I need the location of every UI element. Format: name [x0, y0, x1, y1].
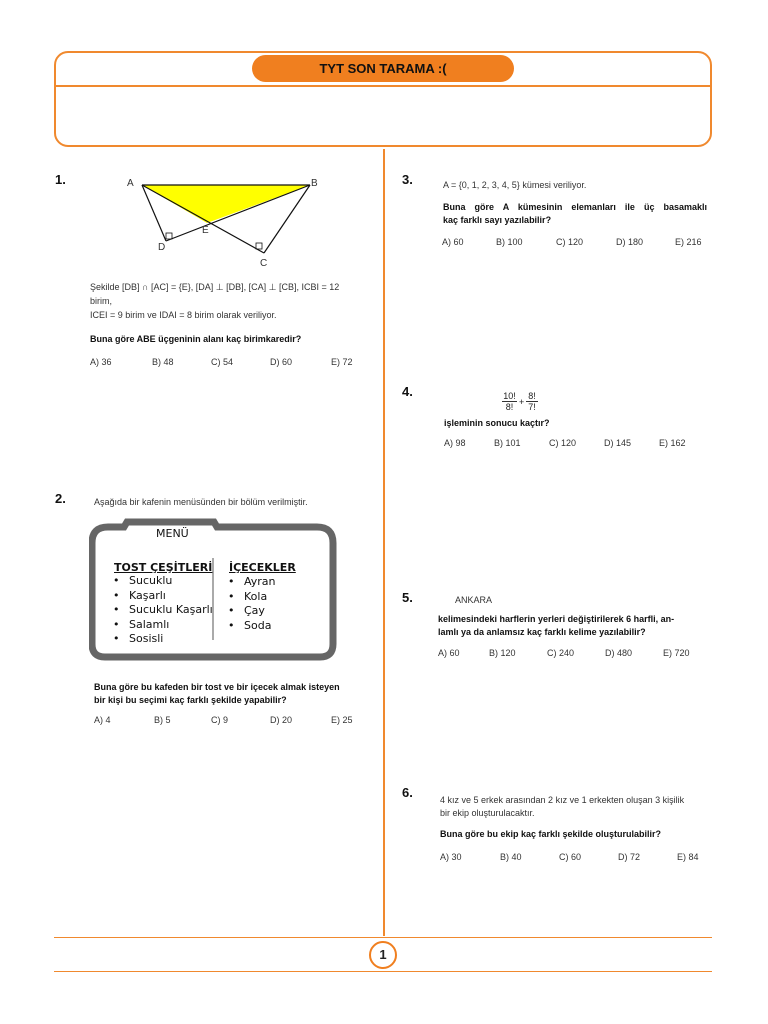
menu-item: • Sucuklu Kaşarlı: [113, 603, 213, 618]
question-3-number: 3.: [402, 172, 413, 187]
menu-col2-list: [228, 575, 276, 633]
footer-line-bottom: [54, 971, 712, 972]
q6-text-line1: 4 kız ve 5 erkek arasından 2 kız ve 1 erkekten oluşan 3 kişilik: [440, 795, 685, 805]
q1-text-line3: ICEI = 9 birim ve IDAI = 8 birim olarak veriliyor.: [90, 310, 277, 320]
q4-frac1-denominator: 8!: [502, 401, 517, 412]
q1-option-b: B) 48: [152, 357, 174, 367]
menu-item: • Salamlı: [113, 618, 213, 633]
q1-option-d: D) 60: [270, 357, 293, 367]
q6-option-a: A) 30: [440, 852, 462, 862]
question-6-number: 6.: [402, 785, 413, 800]
q5-option-c: C) 240: [547, 648, 575, 658]
q4-fraction-1: [502, 391, 517, 412]
q1-option-a: A) 36: [90, 357, 112, 367]
question-5-number: 5.: [402, 590, 413, 605]
right-angle-d: [166, 233, 172, 239]
q4-frac1-numerator: 10!: [503, 391, 516, 401]
q2-question-line1: Buna göre bu kafeden bir tost ve bir içecek almak isteyen: [94, 682, 340, 692]
q1-text-line2: birim,: [90, 296, 112, 306]
q3-question-line1: Buna göre A kümesinin elemanları ile üç basamaklı: [443, 202, 707, 212]
q5-question-line2: lamlı ya da anlamsız kaç farklı kelime yazılabilir?: [438, 627, 646, 637]
q2-option-d: D) 20: [270, 715, 293, 725]
footer-line-top: [54, 937, 712, 938]
vertex-label-a: A: [127, 178, 134, 189]
header-divider: [54, 85, 712, 87]
q3-option-b: B) 100: [496, 237, 523, 247]
question-2-number: 2.: [55, 491, 66, 506]
q1-text-line1: Şekilde [DB] ∩ [AC] = {E}, [DA] ⊥ [DB], [CA] ⊥ [CB], ICBI = 12: [90, 282, 340, 292]
q4-frac2-numerator: 8!: [528, 391, 536, 401]
q1-question: Buna göre ABE üçgeninin alanı kaç birimkaredir?: [90, 334, 302, 344]
menu-title: MENÜ: [156, 527, 189, 540]
right-angle-c: [256, 243, 262, 249]
menu-item: • Kaşarlı: [113, 589, 213, 604]
q5-option-a: A) 60: [438, 648, 460, 658]
menu-col1-list: [113, 574, 213, 647]
vertex-label-d: D: [158, 242, 166, 253]
q3-option-d: D) 180: [616, 237, 644, 247]
page-number: 1: [369, 941, 397, 969]
q2-option-e: E) 25: [331, 715, 353, 725]
menu-item: • Çay: [228, 604, 276, 619]
vertex-label-e: E: [202, 225, 209, 236]
page-title: TYT SON TARAMA :(: [252, 55, 514, 82]
q6-text-line2: bir ekip oluşturulacaktır.: [440, 808, 535, 818]
q4-option-b: B) 101: [494, 438, 521, 448]
q3-option-c: C) 120: [556, 237, 584, 247]
q5-option-e: E) 720: [663, 648, 690, 658]
q5-question-line1: kelimesindeki harflerin yerleri değiştirilerek 6 harfli, an-: [438, 614, 675, 624]
q3-option-a: A) 60: [442, 237, 464, 247]
menu-item: • Sosisli: [113, 632, 213, 647]
q6-question: Buna göre bu ekip kaç farklı şekilde oluşturulabilir?: [440, 829, 662, 839]
q4-option-e: E) 162: [659, 438, 686, 448]
q5-option-d: D) 480: [605, 648, 633, 658]
q3-text: A = {0, 1, 2, 3, 4, 5} kümesi veriliyor.: [443, 180, 587, 190]
q4-option-d: D) 145: [604, 438, 632, 448]
q4-frac2-denominator: 7!: [526, 401, 538, 412]
q2-option-a: A) 4: [94, 715, 111, 725]
menu-col1-heading: TOST ÇEŞİTLERİ: [114, 561, 213, 574]
menu-col2-heading: İÇECEKLER: [229, 561, 296, 574]
menu-item: • Sucuklu: [113, 574, 213, 589]
q4-option-c: C) 120: [549, 438, 577, 448]
question-1-number: 1.: [55, 172, 66, 187]
q4-option-a: A) 98: [444, 438, 466, 448]
q4-plus: +: [519, 397, 525, 407]
q4-fraction-2: [526, 391, 538, 412]
vertex-label-c: C: [260, 258, 268, 269]
q5-option-b: B) 120: [489, 648, 516, 658]
q1-option-c: C) 54: [211, 357, 234, 367]
q6-option-d: D) 72: [618, 852, 641, 862]
q3-question-line2: kaç farklı sayı yazılabilir?: [443, 215, 552, 225]
q2-option-c: C) 9: [211, 715, 229, 725]
triangle-figure: [120, 176, 330, 272]
q6-option-e: E) 84: [677, 852, 699, 862]
q2-intro: Aşağıda bir kafenin menüsünden bir bölüm verilmiştir.: [94, 497, 308, 507]
menu-item: • Kola: [228, 590, 276, 605]
q6-option-b: B) 40: [500, 852, 522, 862]
q6-option-c: C) 60: [559, 852, 582, 862]
q3-option-e: E) 216: [675, 237, 702, 247]
question-4-number: 4.: [402, 384, 413, 399]
vertex-label-b: B: [311, 178, 318, 189]
q4-question: işleminin sonucu kaçtır?: [444, 418, 550, 428]
q5-word: ANKARA: [455, 595, 493, 605]
menu-item: • Soda: [228, 619, 276, 634]
q1-option-e: E) 72: [331, 357, 353, 367]
q2-option-b: B) 5: [154, 715, 171, 725]
column-divider: [383, 149, 385, 936]
q2-question-line2: bir kişi bu seçimi kaç farklı şekilde yapabilir?: [94, 695, 287, 705]
menu-item: • Ayran: [228, 575, 276, 590]
